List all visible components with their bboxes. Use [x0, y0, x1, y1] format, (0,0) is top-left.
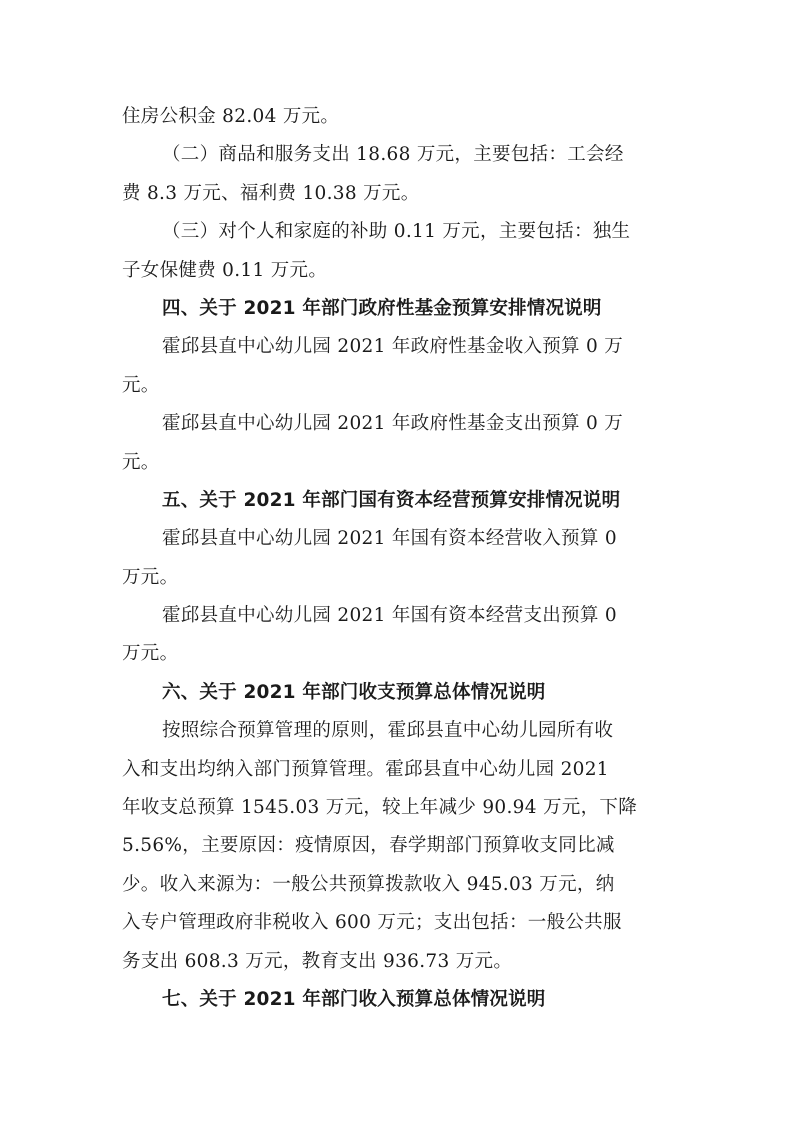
text-line: 万元。: [122, 566, 179, 588]
text-line: 元。: [122, 374, 160, 396]
paragraph-line: 霍邱县直中心幼儿园 2021 年国有资本经营收入预算 0: [162, 528, 617, 550]
text-line: 费 8.3 万元、福利费 10.38 万元。: [122, 182, 420, 204]
paragraph-line: （二）商品和服务支出 18.68 万元，主要包括：工会经: [162, 144, 624, 166]
text-line: 元。: [122, 451, 160, 473]
text-line: 少。收入来源为：一般公共预算拨款收入 945.03 万元，纳: [122, 873, 615, 895]
text-line: 5.56%，主要原因：疫情原因，春学期部门预算收支同比减: [122, 835, 615, 857]
paragraph-line: 霍邱县直中心幼儿园 2021 年政府性基金支出预算 0 万: [162, 413, 624, 435]
paragraph-line: 霍邱县直中心幼儿园 2021 年国有资本经营支出预算 0: [162, 605, 617, 627]
section-heading: 五、关于 2021 年部门国有资本经营预算安排情况说明: [162, 489, 621, 511]
section-heading: 六、关于 2021 年部门收支预算总体情况说明: [162, 681, 546, 703]
text-line: 年收支总预算 1545.03 万元，较上年减少 90.94 万元，下降: [122, 797, 637, 819]
paragraph-line: （三）对个人和家庭的补助 0.11 万元，主要包括：独生: [162, 221, 631, 243]
section-heading: 七、关于 2021 年部门收入预算总体情况说明: [162, 988, 546, 1010]
paragraph-line: 霍邱县直中心幼儿园 2021 年政府性基金收入预算 0 万: [162, 336, 624, 358]
paragraph-line: 按照综合预算管理的原则，霍邱县直中心幼儿园所有收: [162, 720, 614, 742]
text-line: 入和支出均纳入部门预算管理。霍邱县直中心幼儿园 2021: [122, 758, 609, 780]
text-line: 子女保健费 0.11 万元。: [122, 259, 328, 281]
document-body: [122, 98, 674, 1019]
text-line: 务支出 608.3 万元，教育支出 936.73 万元。: [122, 950, 513, 972]
text-line: 入专户管理政府非税收入 600 万元；支出包括：一般公共服: [122, 912, 622, 934]
section-heading: 四、关于 2021 年部门政府性基金预算安排情况说明: [162, 297, 602, 319]
text-line: 万元。: [122, 643, 179, 665]
text-line: 住房公积金 82.04 万元。: [122, 106, 340, 127]
